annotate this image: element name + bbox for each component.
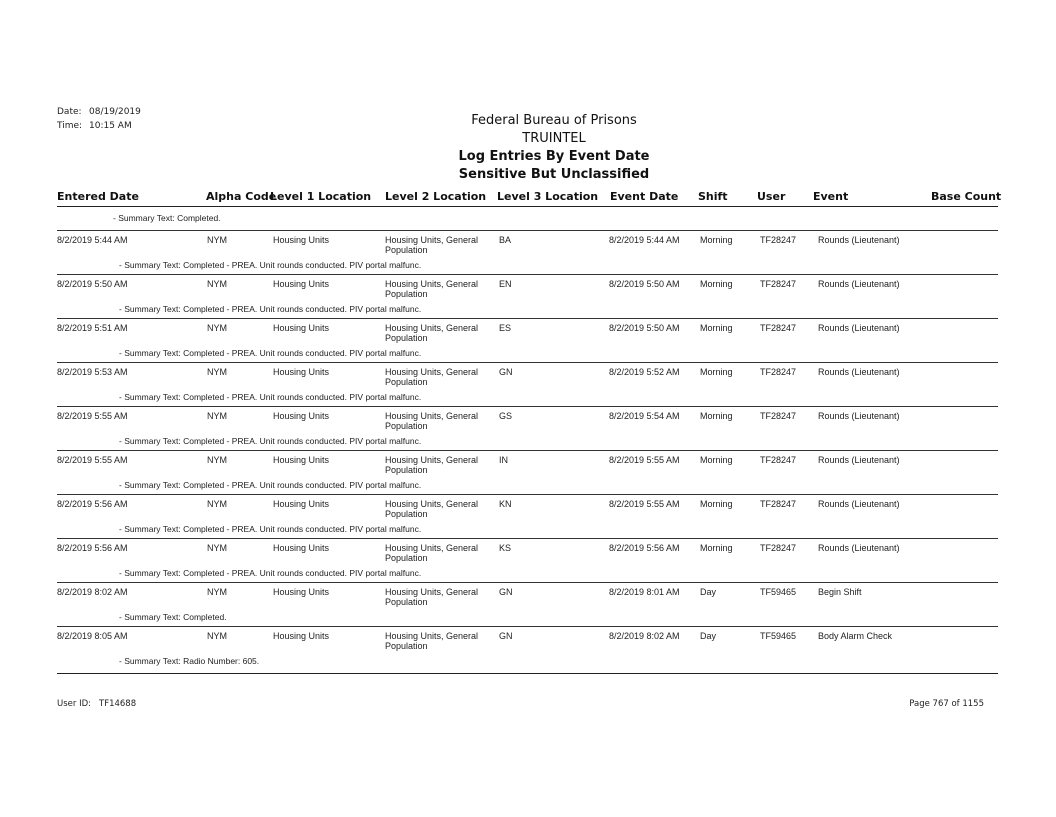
summary-text: - Summary Text: Completed - PREA. Unit rounds conducted. PIV portal malfunc. xyxy=(119,348,422,358)
user-cell: TF28247 xyxy=(760,367,797,377)
event-date-cell: 8/2/2019 5:44 AM xyxy=(609,235,680,245)
alpha-code-cell: NYM xyxy=(207,411,227,421)
level3-location-cell: GN xyxy=(499,631,513,641)
entered-date-cell: 8/2/2019 8:05 AM xyxy=(57,631,128,641)
col-level1-location: Level 1 Location xyxy=(270,190,372,203)
shift-cell: Morning xyxy=(700,323,733,333)
col-level2-location: Level 2 Location xyxy=(385,190,487,203)
title-report-name: Log Entries By Event Date xyxy=(458,149,650,164)
entered-date-cell: 8/2/2019 5:50 AM xyxy=(57,279,128,289)
shift-cell: Day xyxy=(700,631,717,641)
entered-date-cell: 8/2/2019 5:53 AM xyxy=(57,367,128,377)
alpha-code-cell: NYM xyxy=(207,587,227,597)
alpha-code-cell: NYM xyxy=(207,235,227,245)
alpha-code-cell: NYM xyxy=(207,367,227,377)
event-date-cell: 8/2/2019 8:01 AM xyxy=(609,587,680,597)
alpha-code-cell: NYM xyxy=(207,631,227,641)
user-cell: TF28247 xyxy=(760,543,797,553)
row-divider xyxy=(57,450,998,451)
footer-user-id xyxy=(57,699,136,709)
row-divider xyxy=(57,406,998,407)
level2-location-cell: Housing Units, General Population xyxy=(385,279,479,299)
summary-text: - Summary Text: Completed - PREA. Unit rounds conducted. PIV portal malfunc. xyxy=(119,260,422,270)
level1-location-cell: Housing Units xyxy=(273,499,330,509)
entered-date-cell: 8/2/2019 8:02 AM xyxy=(57,587,128,597)
title-system: TRUINTEL xyxy=(522,131,586,146)
row-divider xyxy=(57,494,998,495)
summary-text: - Summary Text: Completed - PREA. Unit rounds conducted. PIV portal malfunc. xyxy=(119,568,422,578)
level2-location-cell: Housing Units, General Population xyxy=(385,367,479,387)
shift-cell: Morning xyxy=(700,367,733,377)
shift-cell: Morning xyxy=(700,455,733,465)
title-agency: Federal Bureau of Prisons xyxy=(471,113,637,128)
level2-location-cell: Housing Units, General Population xyxy=(385,499,479,519)
entered-date-cell: 8/2/2019 5:55 AM xyxy=(57,455,128,465)
level3-location-cell: BA xyxy=(499,235,512,245)
row-divider xyxy=(57,318,998,319)
summary-text: - Summary Text: Completed - PREA. Unit rounds conducted. PIV portal malfunc. xyxy=(119,392,422,402)
level3-location-cell: KN xyxy=(499,499,512,509)
event-date-cell: 8/2/2019 5:54 AM xyxy=(609,411,680,421)
alpha-code-cell: NYM xyxy=(207,279,227,289)
level1-location-cell: Housing Units xyxy=(273,411,330,421)
shift-cell: Morning xyxy=(700,411,733,421)
entered-date-cell: 8/2/2019 5:55 AM xyxy=(57,411,128,421)
footer-user-label: User ID: xyxy=(57,699,91,709)
user-cell: TF28247 xyxy=(760,499,797,509)
event-date-cell: 8/2/2019 5:56 AM xyxy=(609,543,680,553)
table-row xyxy=(0,626,1056,670)
level3-location-cell: GN xyxy=(499,587,513,597)
row-divider xyxy=(57,274,998,275)
footer-page-number: Page 767 of 1155 xyxy=(909,699,984,709)
time-label: Time: xyxy=(57,121,83,131)
level2-location-cell: Housing Units, General Population xyxy=(385,323,479,343)
table-row xyxy=(0,450,1056,494)
table-row xyxy=(0,362,1056,406)
shift-cell: Morning xyxy=(700,279,733,289)
table-row xyxy=(0,230,1056,274)
event-date-cell: 8/2/2019 5:55 AM xyxy=(609,455,680,465)
summary-text: - Summary Text: Completed - PREA. Unit rounds conducted. PIV portal malfunc. xyxy=(119,304,422,314)
level1-location-cell: Housing Units xyxy=(273,543,330,553)
col-event-date: Event Date xyxy=(610,190,679,203)
col-alpha-code: Alpha Code xyxy=(206,190,277,203)
level1-location-cell: Housing Units xyxy=(273,367,330,377)
level3-location-cell: ES xyxy=(499,323,512,333)
user-cell: TF28247 xyxy=(760,455,797,465)
summary-text: - Summary Text: Radio Number: 605. xyxy=(119,656,260,666)
level1-location-cell: Housing Units xyxy=(273,323,330,333)
entered-date-cell: 8/2/2019 5:56 AM xyxy=(57,499,128,509)
level2-location-cell: Housing Units, General Population xyxy=(385,543,479,563)
user-cell: TF59465 xyxy=(760,587,797,597)
summary-text: - Summary Text: Completed. xyxy=(113,213,221,223)
table-row xyxy=(0,538,1056,582)
event-cell: Rounds (Lieutenant) xyxy=(818,411,900,421)
table-row xyxy=(0,582,1056,626)
level3-location-cell: KS xyxy=(499,543,512,553)
shift-cell: Morning xyxy=(700,499,733,509)
shift-cell: Morning xyxy=(700,235,733,245)
date-label: Date: xyxy=(57,107,82,117)
event-date-cell: 8/2/2019 5:52 AM xyxy=(609,367,680,377)
shift-cell: Day xyxy=(700,587,717,597)
date-value: 08/19/2019 xyxy=(89,107,141,117)
table-row xyxy=(0,494,1056,538)
level1-location-cell: Housing Units xyxy=(273,279,330,289)
entered-date-cell: 8/2/2019 5:51 AM xyxy=(57,323,128,333)
header-divider xyxy=(57,206,998,207)
event-date-cell: 8/2/2019 5:50 AM xyxy=(609,279,680,289)
level1-location-cell: Housing Units xyxy=(273,455,330,465)
level2-location-cell: Housing Units, General Population xyxy=(385,455,479,475)
user-cell: TF28247 xyxy=(760,279,797,289)
level3-location-cell: EN xyxy=(499,279,512,289)
summary-text: - Summary Text: Completed - PREA. Unit rounds conducted. PIV portal malfunc. xyxy=(119,524,422,534)
table-row xyxy=(0,274,1056,318)
report-title xyxy=(0,112,1056,184)
alpha-code-cell: NYM xyxy=(207,455,227,465)
title-classification: Sensitive But Unclassified xyxy=(458,167,650,182)
time-value: 10:15 AM xyxy=(89,121,132,131)
level3-location-cell: GN xyxy=(499,367,513,377)
event-date-cell: 8/2/2019 8:02 AM xyxy=(609,631,680,641)
alpha-code-cell: NYM xyxy=(207,543,227,553)
event-cell: Begin Shift xyxy=(818,587,862,597)
row-divider xyxy=(57,538,998,539)
user-cell: TF28247 xyxy=(760,235,797,245)
level1-location-cell: Housing Units xyxy=(273,631,330,641)
row-divider xyxy=(57,626,998,627)
summary-text: - Summary Text: Completed - PREA. Unit rounds conducted. PIV portal malfunc. xyxy=(119,480,422,490)
event-cell: Rounds (Lieutenant) xyxy=(818,235,900,245)
summary-text: - Summary Text: Completed. xyxy=(119,612,227,622)
user-cell: TF59465 xyxy=(760,631,797,641)
summary-text: - Summary Text: Completed - PREA. Unit rounds conducted. PIV portal malfunc. xyxy=(119,436,422,446)
alpha-code-cell: NYM xyxy=(207,499,227,509)
footer-user-value: TF14688 xyxy=(99,699,137,709)
event-cell: Body Alarm Check xyxy=(818,631,893,641)
row-divider xyxy=(57,582,998,583)
level2-location-cell: Housing Units, General Population xyxy=(385,587,479,607)
col-event: Event xyxy=(813,190,849,203)
col-shift: Shift xyxy=(698,190,728,203)
level1-location-cell: Housing Units xyxy=(273,235,330,245)
alpha-code-cell: NYM xyxy=(207,323,227,333)
event-date-cell: 8/2/2019 5:55 AM xyxy=(609,499,680,509)
user-cell: TF28247 xyxy=(760,411,797,421)
table-bottom-divider xyxy=(57,673,998,674)
entered-date-cell: 8/2/2019 5:44 AM xyxy=(57,235,128,245)
row-divider xyxy=(57,362,998,363)
shift-cell: Morning xyxy=(700,543,733,553)
row-divider xyxy=(57,230,998,231)
level1-location-cell: Housing Units xyxy=(273,587,330,597)
event-cell: Rounds (Lieutenant) xyxy=(818,455,900,465)
table-row xyxy=(0,318,1056,362)
event-cell: Rounds (Lieutenant) xyxy=(818,543,900,553)
event-cell: Rounds (Lieutenant) xyxy=(818,323,900,333)
event-cell: Rounds (Lieutenant) xyxy=(818,499,900,509)
col-user: User xyxy=(757,190,786,203)
table-row xyxy=(0,406,1056,450)
col-base-count: Base Count xyxy=(931,190,1002,203)
level3-location-cell: IN xyxy=(499,455,508,465)
event-date-cell: 8/2/2019 5:50 AM xyxy=(609,323,680,333)
level3-location-cell: GS xyxy=(499,411,513,421)
event-cell: Rounds (Lieutenant) xyxy=(818,279,900,289)
user-cell: TF28247 xyxy=(760,323,797,333)
entered-date-cell: 8/2/2019 5:56 AM xyxy=(57,543,128,553)
event-cell: Rounds (Lieutenant) xyxy=(818,367,900,377)
col-entered-date: Entered Date xyxy=(57,190,139,203)
level2-location-cell: Housing Units, General Population xyxy=(385,411,479,431)
col-level3-location: Level 3 Location xyxy=(497,190,599,203)
level2-location-cell: Housing Units, General Population xyxy=(385,235,479,255)
level2-location-cell: Housing Units, General Population xyxy=(385,631,479,651)
